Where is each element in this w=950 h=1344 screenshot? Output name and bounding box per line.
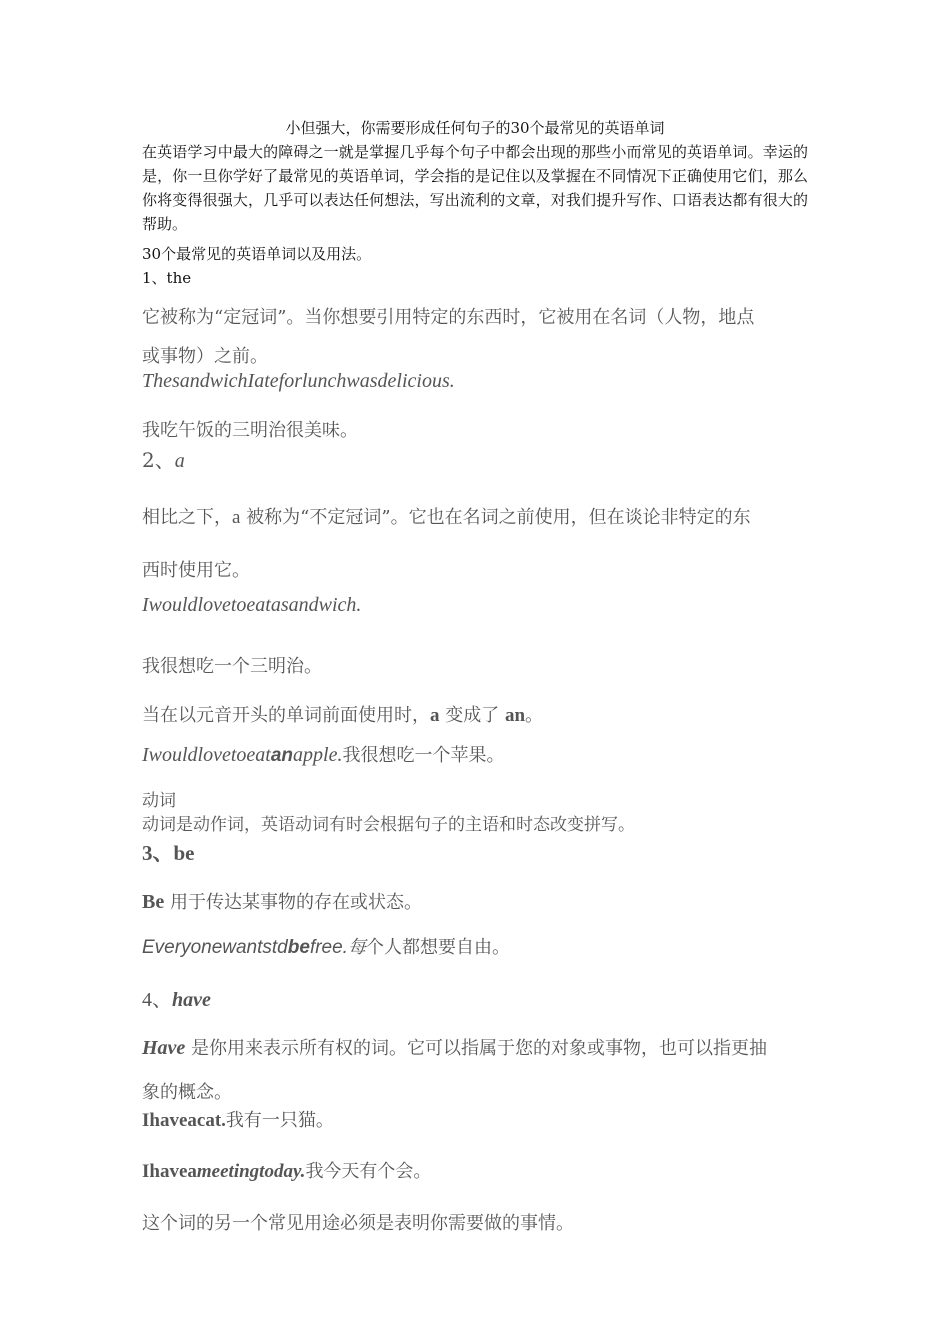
the-description-line1: 它被称为“定冠词”。当你想要引用特定的东西时，它被用在名词（人物，地点 bbox=[142, 307, 755, 328]
have-example2-pre: Ihavea bbox=[142, 1161, 197, 1182]
be-example bbox=[142, 933, 510, 959]
section-a-number: 2、 bbox=[142, 448, 175, 472]
rule-text-pre: 当在以元音开头的单词前面使用时， bbox=[142, 705, 430, 726]
section-the-heading: 1、the bbox=[142, 269, 192, 287]
a-desc-pre: 相比之下， bbox=[142, 507, 232, 528]
section-have-word: have bbox=[172, 989, 211, 1011]
an-example-translation: 我很想吃一个苹果。 bbox=[342, 745, 505, 766]
the-description-line2: 或事物）之前。 bbox=[142, 346, 268, 367]
doc-title: 小但强大，你需要形成任何句子的30个最常见的英语单词 bbox=[285, 119, 665, 137]
section-have-number: 4、 bbox=[142, 989, 172, 1011]
be-example-mei: 每 bbox=[347, 937, 366, 958]
rule-text-end: 。 bbox=[525, 705, 544, 726]
have-example2-translation: 我今天有个会。 bbox=[305, 1161, 432, 1182]
a-example: Iwouldlovetoeatasandwich. bbox=[142, 594, 362, 616]
rule-text-mid: 变成了 bbox=[445, 705, 500, 726]
a-description-line2: 西时使用它。 bbox=[142, 560, 250, 581]
be-desc-text: 用于传达某事物的存在或状态。 bbox=[169, 892, 422, 913]
be-desc-word: Be bbox=[142, 891, 165, 913]
a-description-line1 bbox=[142, 503, 751, 529]
list-heading: 30个最常见的英语单词以及用法。 bbox=[142, 245, 372, 263]
an-example-an: an bbox=[270, 745, 294, 766]
have-example2 bbox=[142, 1157, 431, 1183]
verbs-description: 动词是动作词，英语动词有时会根据句子的主语和时态改变拼写。 bbox=[142, 815, 635, 835]
a-desc-word: a bbox=[232, 507, 241, 528]
have-example2-italic: meetingtoday. bbox=[196, 1161, 306, 1182]
section-a-word: a bbox=[174, 450, 185, 472]
an-example-pre: Iwouldlovetoeat bbox=[142, 744, 271, 766]
be-description bbox=[142, 888, 422, 914]
a-an-rule bbox=[142, 701, 543, 727]
the-translation: 我吃午饭的三明治很美味。 bbox=[142, 420, 358, 441]
section-a-heading bbox=[142, 444, 185, 473]
be-example-pre: Everyonewantstd bbox=[142, 937, 288, 958]
the-example: ThesandwichIateforlunchwasdelicious. bbox=[142, 370, 455, 392]
be-example-translation: 个人都想要自由。 bbox=[365, 937, 510, 958]
have-example1 bbox=[142, 1106, 334, 1132]
have-example1-translation: 我有一只猫。 bbox=[225, 1110, 334, 1131]
have-example1-en: Ihaveacat. bbox=[142, 1110, 226, 1131]
have-description-line2: 象的概念。 bbox=[142, 1082, 232, 1103]
be-example-post: free. bbox=[309, 937, 348, 958]
section-be-heading: 3、be bbox=[142, 841, 195, 865]
have-final-note: 这个词的另一个常见用途必须是表明你需要做的事情。 bbox=[142, 1213, 574, 1234]
have-desc-text: 是你用来表示所有权的词。它可以指属于您的对象或事物，也可以指更抽 bbox=[191, 1038, 768, 1059]
have-desc-word: Have bbox=[142, 1037, 186, 1059]
have-description-line1 bbox=[142, 1034, 767, 1060]
an-example-post: apple. bbox=[293, 744, 343, 766]
section-have-heading bbox=[142, 983, 211, 1012]
an-example bbox=[142, 741, 504, 767]
verbs-heading: 动词 bbox=[142, 791, 176, 811]
a-desc-post: 被称为“不定冠词”。它也在名词之前使用，但在谈论非特定的东 bbox=[246, 507, 751, 528]
intro-paragraph: 在英语学习中最大的障碍之一就是掌握几乎每个句子中都会出现的那些小而常见的英语单词。幸运的是，你一旦你学好了最常见的英语单词，学会指的是记住以及掌握在不同情况下正确使用它们，那么你将变得很强大，几乎可以表达任何想法，写出流利的文章，对我们提升写作、口语表达都有很大的帮助。 bbox=[142, 143, 808, 233]
a-translation: 我很想吃一个三明治。 bbox=[142, 656, 322, 677]
rule-word-an: an bbox=[504, 705, 526, 726]
rule-word-a: a bbox=[430, 705, 440, 726]
be-example-be: be bbox=[287, 937, 310, 958]
